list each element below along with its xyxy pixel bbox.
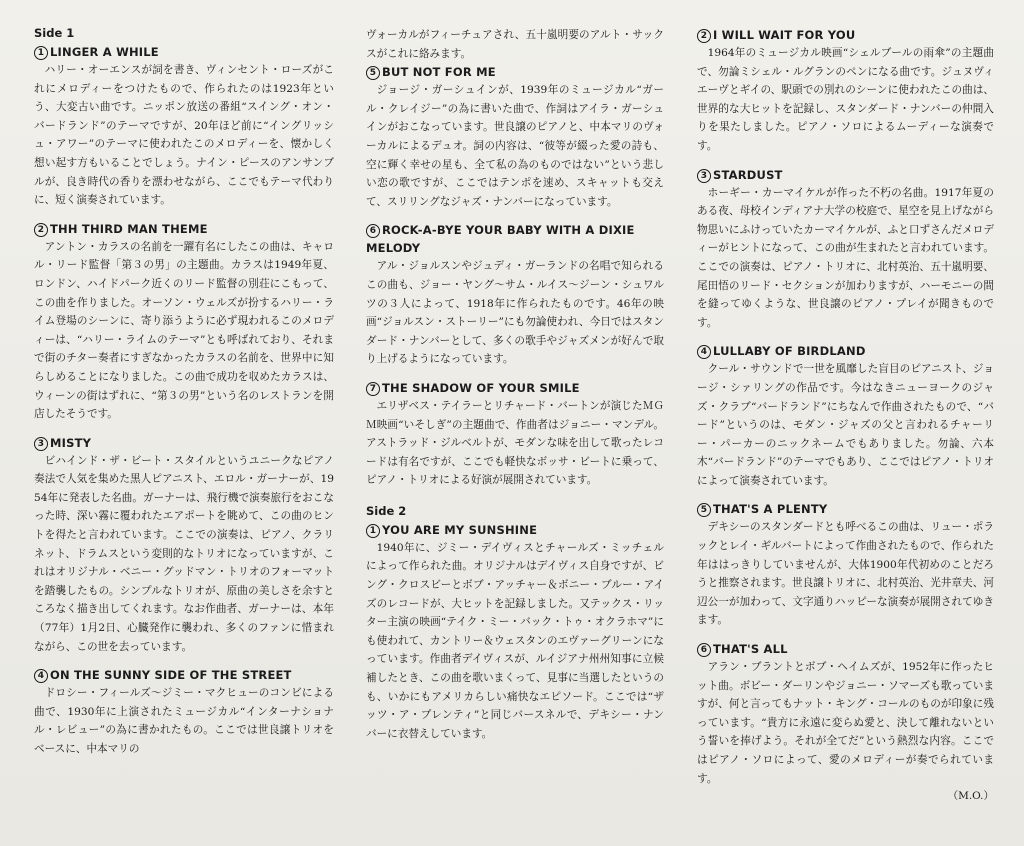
track-title-text: STARDUST (713, 167, 783, 182)
track-number: 2 (697, 29, 711, 43)
track-title-text: BUT NOT FOR ME (382, 65, 496, 80)
track-number: 1 (366, 524, 380, 538)
track-number: 4 (697, 345, 711, 359)
author-initials: （M.O.） (947, 790, 994, 803)
track-title (366, 521, 664, 539)
track-description: アラン・ブラントとボブ・ヘイムズが、1952年に作ったヒット曲。ボビー・ダーリンやジョニー・ソマーズも歌っていますが、何と言ってもナット・キング・コールのものが印象に残っています。“貴方に永遠に変らぬ愛と、決して離れないという誓いを捧げよう。それが全てだ”という熱烈な内容。ここではピアノ・ソロによって、愛のメロディーが奏でられています。 (697, 661, 994, 785)
track-title-text: I WILL WAIT FOR YOU (713, 28, 856, 42)
track-title (366, 379, 664, 397)
track-description: 1940年に、ジミー・デイヴィスとチャールズ・ミッチェルによって作られた曲。オリジナルはデイヴィス自身ですが、ビング・クロスビーとボブ・アッチャー＆ボニー・ブルー・アイズのレコードが、大ヒットを記録しました。又テックス・リッター主演の映画“テイク・ミー・バック・トゥ・オクラホマ”にも使われて、カントリー＆ウェスタンのエヴァーグリーンになっています。作曲者デイヴィスが、ルイジアナ州州知事に立候補したとき、この曲を歌いまくって、見事に当選したというのも、いかにもアメリカらしい痛快なエピソード。ここでは“ザッツ・ア・プレンティ”と同じバースネルで、デキシー・ナンバーに衣替えしています。 (366, 541, 664, 740)
track-entry (34, 43, 334, 210)
track-title (366, 221, 664, 257)
track-entry (697, 166, 994, 333)
track-title-text: THAT'S A PLENTY (713, 502, 828, 517)
column-2 (366, 26, 664, 753)
track-number: 3 (697, 169, 711, 183)
track-title-text: THE SHADOW OF YOUR SMILE (382, 380, 580, 395)
column-3 (697, 26, 994, 804)
track-entry (697, 500, 994, 630)
track-description: ジョージ・ガーシュインが、1939年のミュージカル“ガール・クレイジー”の為に書いた曲で、作詞はアイラ・ガーシュインがおこなっています。世良譲のピアノと、中本マリのヴォーカルによるデュオ。詞の内容は、“彼等が綴った愛の詩も、空に輝く幸せの星も、全て私の為のものではない”という悲しい恋の歌ですが、ここではテンポを速め、スキャットも交えて、スリリングなジャズ・ナンバーになっています。 (366, 84, 664, 208)
track-title-text: LULLABY OF BIRDLAND (713, 344, 866, 359)
track-entry (697, 342, 994, 490)
track-title-text: THH THIRD MAN THEME (50, 221, 208, 236)
track-entry (34, 434, 334, 657)
track-entry (697, 26, 994, 156)
track-entry (366, 63, 664, 211)
track-number: 6 (366, 224, 380, 238)
track-description: アントン・カラスの名前を一躍有名にしたこの曲は、キャロル・リード監督「第３の男」の主題曲。カラスは1949年夏、ロンドン、ハイドパーク近くのリード監督の別荘にこもって、この曲を作りました。オーソン・ウェルズが扮するハリー・ライム登場のシーンに、寄り添うように必ず現われるこのメロディーは、“ハリー・ライムのテーマ”とも呼ばれており、それまで街のチター奏者にすぎなかったカラスの名前を、世界中に知らしめることになりました。この曲で成功を収めたカラスは、ウィーンの街はずれに、“第３の男”という名のレストランを開店したそうです。 (34, 240, 334, 421)
track-entry (366, 521, 664, 744)
track-description: エリザベス・テイラーとリチャード・バートンが演じたＭＧＭ映画“いそしぎ”の主題曲で、作曲者はジョニー・マンデル。アストラッド・ジルベルトが、モダンな味を出して歌ったレコードは有名ですが、ここでも軽快なボッサ・ビートに乗って、ピアノ・トリオによる好演が展開されています。 (366, 399, 664, 487)
track-number: 7 (366, 382, 380, 396)
column-1 (34, 26, 334, 769)
track-title (34, 43, 334, 61)
track-entry (366, 379, 664, 490)
track-number: 6 (697, 643, 711, 657)
track-title (697, 640, 994, 658)
continued-text: ヴォーカルがフィーチュアされ、五十嵐明要のアルト・サックスがこれに絡みます。 (366, 29, 664, 60)
track-title (34, 666, 334, 684)
track-number: 3 (34, 437, 48, 451)
track-description: ビハインド・ザ・ビート・スタイルというユニークなピアノ奏法で人気を集めた黒人ピアニスト、エロル・ガーナーが、1954年に発表した名曲。ガーナーは、飛行機で演奏旅行をおこなった時、深い霧に覆われたエアポートを眺めて、この曲のヒントを得たと言われています。ここでの演奏は、ピアノ、クラリネット、ドラムスという変則的なトリオになっていますが、これはオリジナル・ベニー・グッドマン・トリオのフォーマットを踏襲したもの。シンプルなトリオが、原曲の美しさを余すところなく描き出してくれます。なお作曲者、ガーナーは、本年（77年）1月2日、心臓発作に襲われ、多くのファンに惜まれながら、この世を去っています。 (34, 454, 334, 653)
track-entry (34, 220, 334, 424)
side-2-heading: Side 2 (366, 503, 407, 518)
track-title (697, 500, 994, 518)
track-number: 5 (697, 503, 711, 517)
track-entry (34, 666, 334, 758)
track-description: ドロシー・フィールズ～ジミー・マクヒューのコンビによる曲で、1930年に上演されたミュージカル“インターナショナル・レビュー”の為に書かれたもの。ここでは世良譲トリオをベースに、中本マリの (34, 687, 334, 755)
track-number: 4 (34, 669, 48, 683)
track-title-text: THAT'S ALL (713, 642, 788, 657)
track-description: ハリー・オーエンスが詞を書き、ヴィンセント・ローズがこれにメロディーをつけたもので、作られたのは1923年という、大変古い曲です。ニッポン放送の番組“スイング・オン・バードランド”のテーマですが、20年ほど前に“イングリッシュ・アワー”のテーマに使われたこのメロディーを、懐かしく想い起す方もいることでしょう。ナイン・ピースのアンサンブルが、良き時代の香りを漂わせながら、ここでもテーマ代わりに、短く演奏されています。 (34, 64, 334, 207)
track-title (34, 220, 334, 238)
track-title-text: MISTY (50, 435, 92, 450)
track-title-text: ON THE SUNNY SIDE OF THE STREET (50, 668, 292, 683)
track-title-text: YOU ARE MY SUNSHINE (382, 522, 538, 537)
track-entry (697, 640, 994, 804)
track-entry (366, 221, 664, 369)
track-description: 1964年のミュージカル映画“シェルブールの雨傘”の主題曲で、勿論ミシェル・ルグランのペンになる曲です。ジュヌヴィエーヴとギイの、駅頭での別れのシーンに使われたこの曲は、世界的な大ヒットを記録し、スタンダード・ナンバーの仲間入りを果たしました。ピアノ・ソロによるムーディーな演奏です。 (697, 47, 994, 152)
track-title (697, 166, 994, 184)
track-number: 1 (34, 46, 48, 60)
track-title-text: ROCK-A-BYE YOUR BABY WITH A DIXIE MELODY (366, 223, 635, 256)
track-title (697, 342, 994, 360)
track-description: デキシーのスタンダードとも呼べるこの曲は、リュー・ポラックとレイ・ギルバートによって作曲されたもので、作られた年ははっきりしていませんが、大体1900年代初めのことだろうと推察されます。世良譲トリオに、北村英治、光井章夫、河辺公一が加わって、文字通りハッピーな演奏が展開されてゆきます。 (697, 521, 994, 627)
track-description: クール・サウンドで一世を風靡した盲目のピアニスト、ジョージ・シァリングの作品です。今はなきニューヨークのジャズ・クラブ“バードランド”にちなんで作曲されたもので、“バード”というのは、モダン・ジャズの父と言われるチャーリー・パーカーのニックネームでもありました。勿論、六本木“バードランド”のテーマでもあり、ここではピアノ・トリオによって演奏されています。 (697, 363, 994, 487)
track-description: アル・ジョルスンやジュディ・ガーランドの名唱で知られるこの曲も、ジョー・ヤング～サム・ルイス～ジーン・シュワルツの３人によって、1918年に作られたものです。46年の映画“ジョルスン・ストーリー”にも勿論使われ、今日ではスタンダード・ナンバーとして、多くの歌手やジャズメンが好んで取り上げるようになっています。 (366, 260, 664, 366)
side-1-heading: Side 1 (34, 26, 75, 40)
track-description: ホーギー・カーマイケルが作った不朽の名曲。1917年夏のある夜、母校インディアナ大学の校庭で、星空を見上げながら物思いにふけっていたカーマイケルが、ふと口ずさんだメロディーがヒントになって、この曲が生まれたと言われています。ここでの演奏は、ピアノ・トリオに、北村英治、五十嵐明要、尾田悟のリード・セクションが加わりますが、ハーモニーの間を縫ってゆくような、世良譲のピアノ・プレイが聞きものです。 (697, 186, 994, 329)
track-title (34, 434, 334, 452)
track-title-text: LINGER A WHILE (50, 45, 159, 59)
track-number: 2 (34, 223, 48, 237)
track-number: 5 (366, 66, 380, 80)
track-title (366, 63, 664, 81)
track-title (697, 26, 994, 44)
